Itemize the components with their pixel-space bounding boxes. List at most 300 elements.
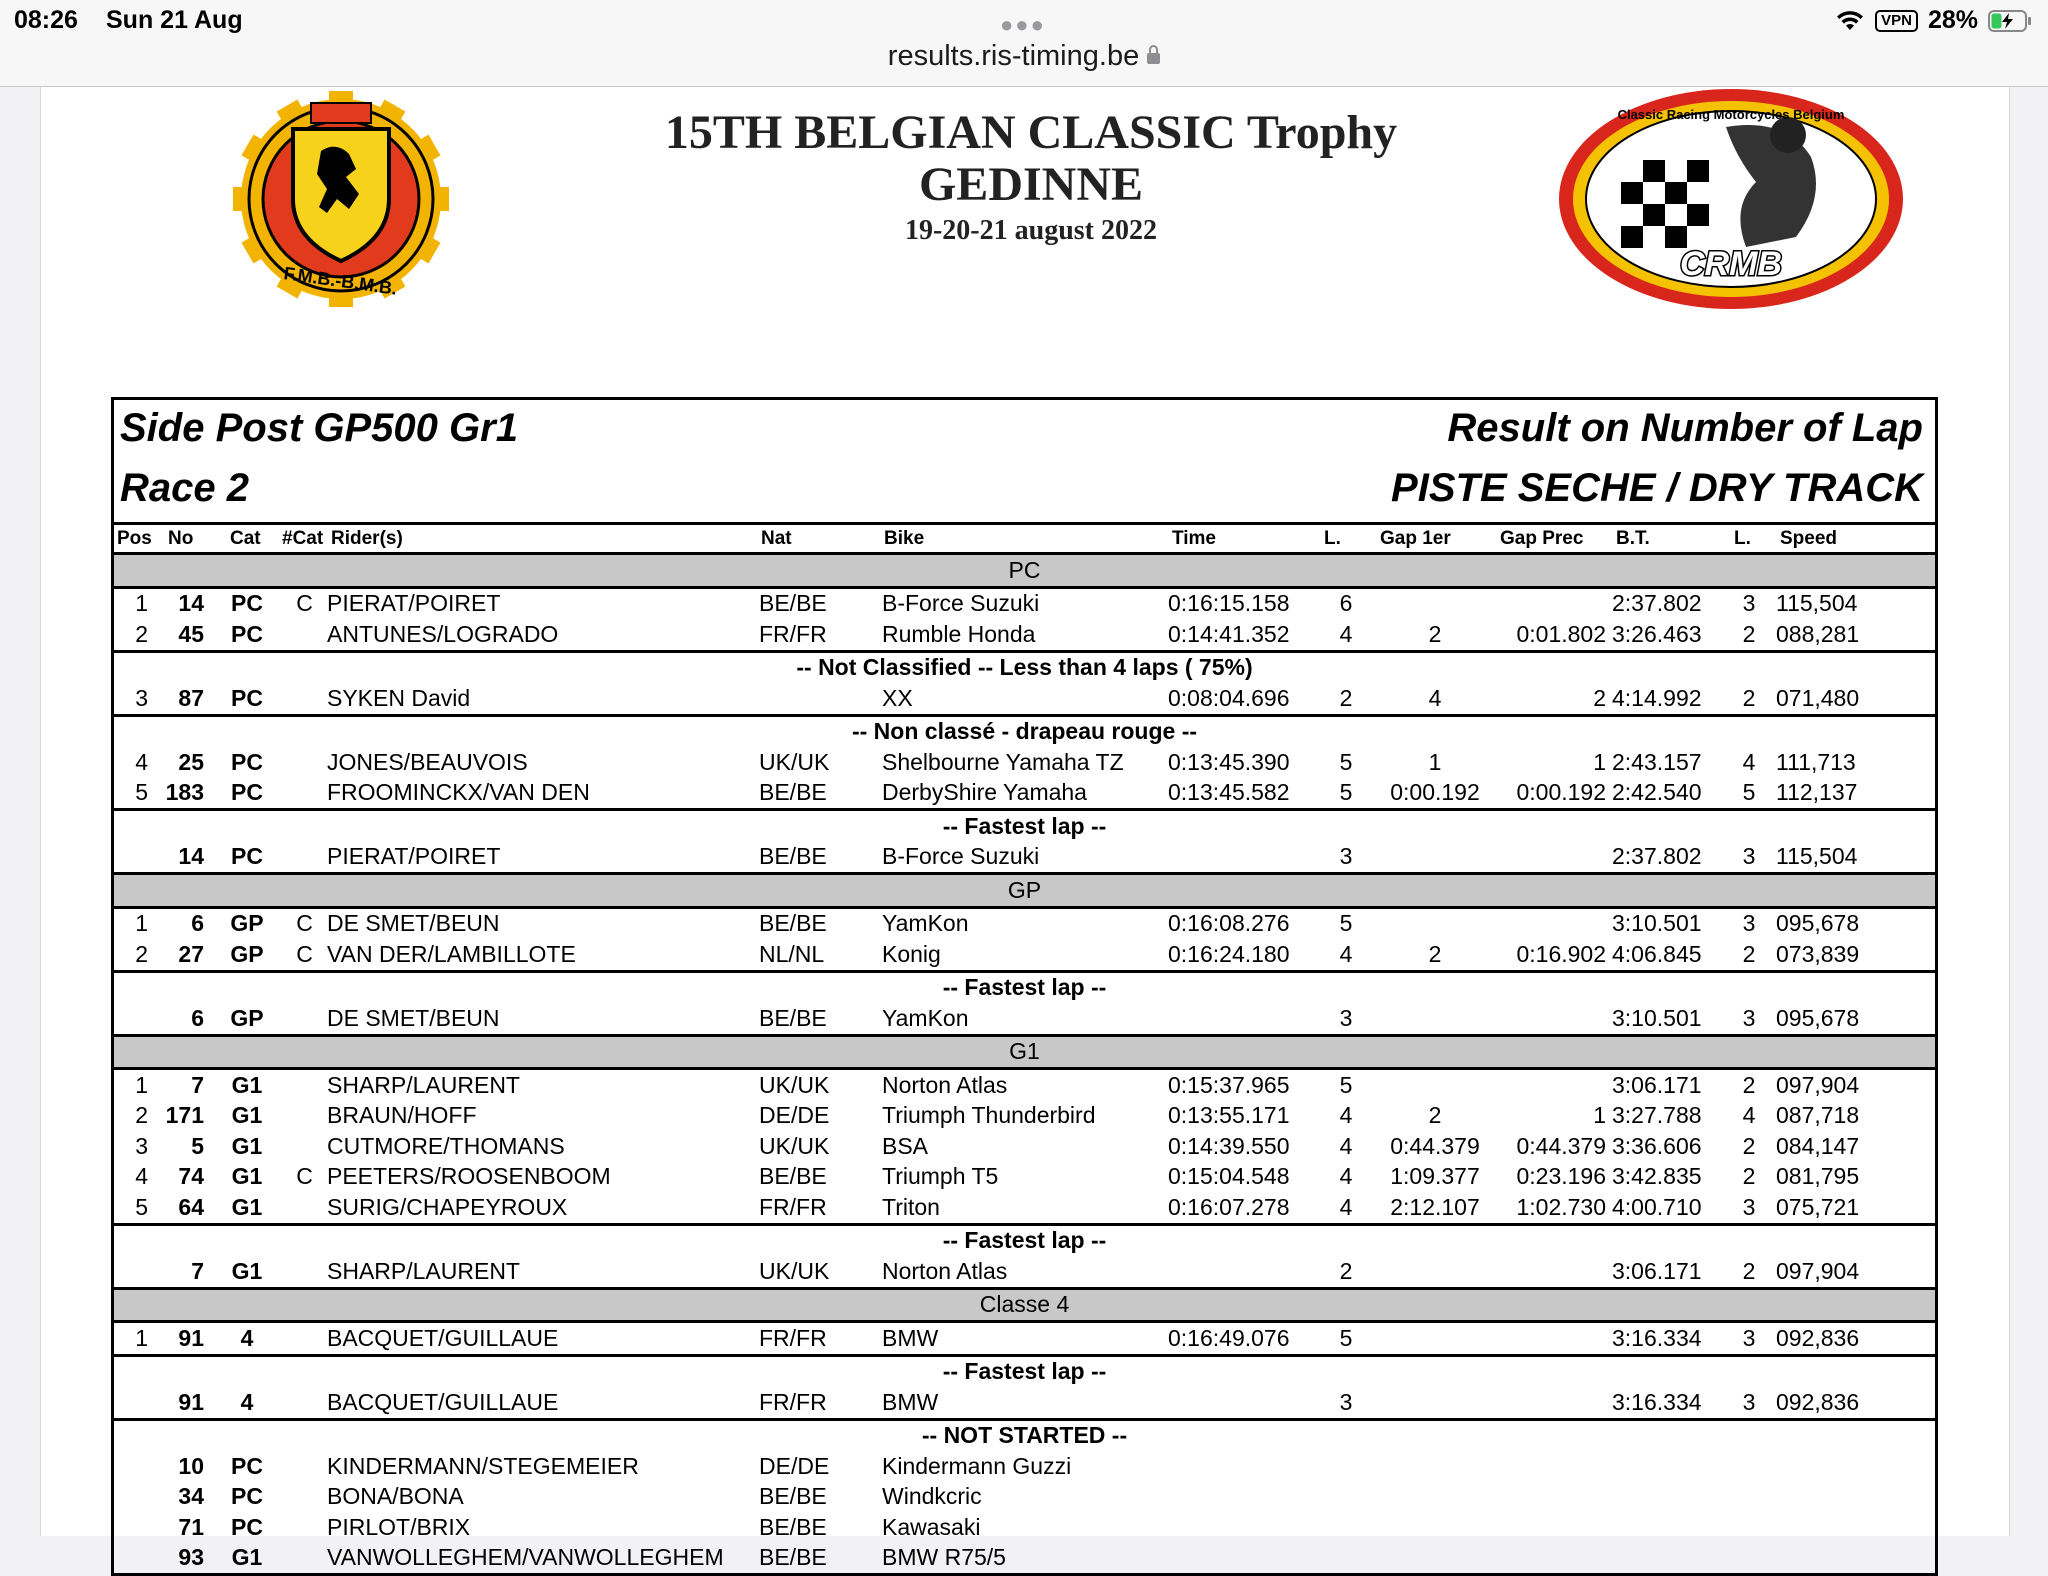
cell-best-time bbox=[1612, 1512, 1722, 1543]
cell-cat: GP bbox=[230, 940, 264, 967]
cell-bike: Shelbourne Yamaha TZ bbox=[882, 748, 1124, 775]
cell-speed: 087,718 bbox=[1776, 1102, 1860, 1129]
section-subheader bbox=[114, 1355, 1935, 1387]
cell-pos: 4 bbox=[135, 1163, 148, 1190]
cell-riders: FROOMINCKX/VAN DEN bbox=[327, 779, 590, 806]
cell-best-lap: 4 bbox=[1742, 748, 1756, 775]
cell-gap-first bbox=[1376, 1512, 1494, 1543]
cell-no: 64 bbox=[178, 1193, 204, 1220]
category-group-header bbox=[114, 1288, 1935, 1322]
cell-cat: G1 bbox=[231, 1102, 263, 1129]
cell-best-time: 4:14.992 bbox=[1612, 684, 1702, 711]
cell-best-time bbox=[1612, 1482, 1722, 1513]
result-row bbox=[114, 1387, 1935, 1419]
race-header bbox=[114, 400, 1935, 525]
cell-gap-prev bbox=[1494, 907, 1612, 939]
cell-riders: SHARP/LAURENT bbox=[327, 1257, 520, 1284]
cell-best-lap: 2 bbox=[1742, 1071, 1756, 1098]
result-row bbox=[114, 778, 1935, 810]
cell-pos: 4 bbox=[135, 748, 148, 775]
cell-speed bbox=[1776, 1512, 1935, 1543]
cell-riders: PIERAT/POIRET bbox=[327, 590, 501, 617]
cell-laps: 2 bbox=[1339, 1257, 1353, 1284]
cell-laps: 5 bbox=[1339, 1071, 1353, 1098]
cell-laps: 4 bbox=[1339, 1193, 1353, 1220]
cell-gap-prev bbox=[1494, 842, 1612, 874]
result-type: Result on Number of Lap bbox=[1447, 406, 1923, 450]
cell-best-time: 2:42.540 bbox=[1612, 779, 1702, 806]
category-label: G1 bbox=[114, 1035, 1935, 1069]
cell-pos: 1 bbox=[135, 1071, 148, 1098]
cell-bike: XX bbox=[882, 684, 913, 711]
cell-bike: B-Force Suzuki bbox=[882, 590, 1040, 617]
result-row bbox=[114, 1322, 1935, 1356]
cell-best-lap: 3 bbox=[1742, 590, 1756, 617]
cell-gap-first bbox=[1376, 1003, 1494, 1035]
cell-hashcat: C bbox=[296, 590, 313, 617]
cell-speed: 075,721 bbox=[1776, 1193, 1860, 1220]
cell-time: 0:16:07.278 bbox=[1168, 1193, 1290, 1220]
cell-bike: Konig bbox=[882, 940, 941, 967]
cell-cat: PC bbox=[231, 843, 263, 870]
cell-riders: SHARP/LAURENT bbox=[327, 1071, 520, 1098]
cell-gap-prev bbox=[1494, 1069, 1612, 1101]
class-name: Side Post GP500 Gr1 bbox=[120, 406, 518, 450]
cell-nat: UK/UK bbox=[759, 1132, 830, 1159]
cell-best-lap: 3 bbox=[1742, 910, 1756, 937]
cell-speed: 115,504 bbox=[1776, 590, 1858, 617]
cell-nat: DE/DE bbox=[759, 1452, 830, 1479]
cell-pos: 3 bbox=[135, 684, 148, 711]
cell-best-lap: 3 bbox=[1742, 1388, 1756, 1415]
cell-time: 0:08:04.696 bbox=[1168, 684, 1290, 711]
cell-best-lap bbox=[1722, 1543, 1776, 1574]
category-group-header bbox=[114, 874, 1935, 908]
cell-speed: 112,137 bbox=[1776, 779, 1858, 806]
cell-best-lap: 3 bbox=[1742, 1004, 1756, 1031]
cell-time: 0:15:37.965 bbox=[1168, 1071, 1290, 1098]
cell-best-lap: 2 bbox=[1742, 684, 1756, 711]
cell-bike: BMW R75/5 bbox=[882, 1544, 1006, 1571]
section-label: -- Non classé - drapeau rouge -- bbox=[114, 715, 1935, 747]
cell-best-time: 2:37.802 bbox=[1612, 590, 1702, 617]
cell-bike: Rumble Honda bbox=[882, 620, 1036, 647]
cell-bike: Triton bbox=[882, 1193, 940, 1220]
cell-riders: BONA/BONA bbox=[327, 1483, 464, 1510]
cell-nat: BE/BE bbox=[759, 910, 827, 937]
cell-bike: Norton Atlas bbox=[882, 1257, 1008, 1284]
cell-cat: 4 bbox=[240, 1388, 254, 1415]
cell-time bbox=[1168, 1003, 1316, 1035]
result-row bbox=[114, 1256, 1935, 1288]
cell-gap-prev bbox=[1494, 1543, 1612, 1574]
cell-best-time: 2:43.157 bbox=[1612, 748, 1702, 775]
cell-time bbox=[1168, 1451, 1316, 1482]
cell-pos: 3 bbox=[135, 1132, 148, 1159]
cell-laps: 5 bbox=[1339, 748, 1353, 775]
cell-cat: G1 bbox=[231, 1132, 263, 1159]
cell-nat bbox=[759, 683, 882, 715]
section-label: -- Fastest lap -- bbox=[114, 1355, 1935, 1387]
url-text[interactable]: results.ris-timing.be bbox=[887, 40, 1140, 72]
cell-cat: G1 bbox=[231, 1257, 263, 1284]
col-no: No bbox=[156, 525, 212, 554]
col-time: Time bbox=[1168, 525, 1316, 554]
cell-gap-first: 2 bbox=[1428, 1102, 1442, 1129]
cell-hashcat bbox=[282, 1451, 327, 1482]
cell-gap-first: 2:12.107 bbox=[1390, 1193, 1480, 1220]
section-label: -- Fastest lap -- bbox=[114, 1224, 1935, 1256]
cell-speed: 115,504 bbox=[1776, 843, 1858, 870]
cell-cat: PC bbox=[231, 684, 263, 711]
cell-speed: 084,147 bbox=[1776, 1132, 1860, 1159]
category-label: Classe 4 bbox=[114, 1288, 1935, 1322]
cell-gap-first bbox=[1376, 842, 1494, 874]
cell-no: 34 bbox=[178, 1483, 204, 1510]
event-title: 15TH BELGIAN CLASSIC Trophy bbox=[664, 106, 1398, 159]
logo-right-text: CRMB bbox=[1680, 245, 1782, 283]
lock-icon bbox=[1147, 53, 1160, 64]
cell-nat: UK/UK bbox=[759, 1257, 830, 1284]
cell-time: 0:16:24.180 bbox=[1168, 940, 1290, 967]
cell-no: 91 bbox=[178, 1388, 204, 1415]
cell-time: 0:14:41.352 bbox=[1168, 620, 1290, 647]
cell-gap-first bbox=[1376, 907, 1494, 939]
section-subheader bbox=[114, 971, 1935, 1003]
cell-best-time: 3:10.501 bbox=[1612, 1004, 1702, 1031]
cell-time: 0:13:45.582 bbox=[1168, 779, 1290, 806]
cell-best-time: 3:06.171 bbox=[1612, 1071, 1702, 1098]
result-row bbox=[114, 1451, 1935, 1482]
cell-laps: 3 bbox=[1339, 1004, 1353, 1031]
cell-time: 0:13:55.171 bbox=[1168, 1102, 1290, 1129]
cell-riders: KINDERMANN/STEGEMEIER bbox=[327, 1452, 639, 1479]
cell-bike: BSA bbox=[882, 1132, 929, 1159]
cell-laps: 3 bbox=[1339, 1388, 1353, 1415]
cell-no: 91 bbox=[178, 1324, 204, 1351]
cell-best-time: 3:16.334 bbox=[1612, 1324, 1702, 1351]
cell-bike: B-Force Suzuki bbox=[882, 843, 1040, 870]
cell-no: 14 bbox=[178, 843, 204, 870]
cell-riders: PIRLOT/BRIX bbox=[327, 1513, 471, 1540]
status-icons bbox=[1835, 6, 2032, 35]
cell-hashcat: C bbox=[296, 910, 313, 937]
cell-nat: BE/BE bbox=[759, 1544, 827, 1571]
status-bar bbox=[0, 0, 2048, 87]
cell-best-lap: 5 bbox=[1742, 779, 1756, 806]
cell-best-lap bbox=[1722, 1512, 1776, 1543]
cell-hashcat: C bbox=[296, 1163, 313, 1190]
cell-nat: NL/NL bbox=[759, 940, 825, 967]
col-cat: Cat bbox=[212, 525, 282, 554]
result-row bbox=[114, 1131, 1935, 1162]
cell-pos: 5 bbox=[135, 1193, 148, 1220]
cell-best-time bbox=[1612, 1451, 1722, 1482]
cell-bike: DerbyShire Yamaha bbox=[882, 779, 1087, 806]
cell-laps: 5 bbox=[1339, 779, 1353, 806]
cell-no: 27 bbox=[178, 940, 204, 967]
cell-gap-first: 1 bbox=[1428, 748, 1442, 775]
cell-laps: 5 bbox=[1339, 1324, 1353, 1351]
cell-bike: Norton Atlas bbox=[882, 1071, 1008, 1098]
cell-pos: 1 bbox=[135, 590, 148, 617]
cell-speed: 095,678 bbox=[1776, 910, 1860, 937]
cell-hashcat bbox=[282, 1512, 327, 1543]
col-speed: Speed bbox=[1776, 525, 1935, 554]
col-best-time: B.T. bbox=[1612, 525, 1722, 554]
cell-hashcat bbox=[282, 1069, 327, 1101]
cell-time: 0:16:08.276 bbox=[1168, 910, 1290, 937]
cell-time bbox=[1168, 842, 1316, 874]
cell-nat: BE/BE bbox=[759, 1004, 827, 1031]
cell-gap-prev bbox=[1494, 1482, 1612, 1513]
cell-cat: G1 bbox=[231, 1544, 263, 1571]
cell-time: 0:16:49.076 bbox=[1168, 1324, 1290, 1351]
col-gap-prev: Gap Prec bbox=[1494, 525, 1612, 554]
cell-laps: 3 bbox=[1339, 843, 1353, 870]
vpn-badge: VPN bbox=[1875, 10, 1918, 32]
cell-gap-first bbox=[1376, 1322, 1494, 1356]
cell-bike: BMW bbox=[882, 1388, 939, 1415]
result-row bbox=[114, 1543, 1935, 1574]
cell-cat: PC bbox=[231, 1513, 263, 1540]
cell-gap-prev: 0:44.379 bbox=[1516, 1132, 1606, 1159]
col-best-lap: L. bbox=[1722, 525, 1776, 554]
cell-bike: YamKon bbox=[882, 1004, 969, 1031]
result-row bbox=[114, 1192, 1935, 1224]
status-time: 08:26 bbox=[14, 6, 78, 34]
cell-pos bbox=[114, 1482, 156, 1513]
cell-gap-prev bbox=[1494, 1387, 1612, 1419]
cell-pos: 2 bbox=[135, 940, 148, 967]
cell-speed: 095,678 bbox=[1776, 1004, 1860, 1031]
cell-bike: YamKon bbox=[882, 910, 969, 937]
cell-best-lap: 2 bbox=[1742, 1257, 1756, 1284]
cell-laps bbox=[1316, 1512, 1376, 1543]
col-laps: L. bbox=[1316, 525, 1376, 554]
cell-hashcat bbox=[282, 1543, 327, 1574]
cell-best-time: 4:00.710 bbox=[1612, 1193, 1702, 1220]
cell-hashcat bbox=[282, 1003, 327, 1035]
track-condition: PISTE SECHE / DRY TRACK bbox=[1391, 466, 1923, 510]
cell-gap-first: 2 bbox=[1428, 620, 1442, 647]
cell-pos bbox=[114, 1543, 156, 1574]
cell-laps: 5 bbox=[1339, 910, 1353, 937]
cell-nat: FR/FR bbox=[759, 1193, 827, 1220]
col-gap-first: Gap 1er bbox=[1376, 525, 1494, 554]
col-nat: Nat bbox=[759, 525, 882, 554]
battery-percent: 28% bbox=[1927, 6, 1978, 34]
cell-hashcat bbox=[282, 747, 327, 778]
section-label: -- NOT STARTED -- bbox=[114, 1419, 1935, 1451]
cell-gap-prev: 0:16.902 bbox=[1516, 940, 1606, 967]
cell-laps bbox=[1316, 1451, 1376, 1482]
category-label: GP bbox=[114, 874, 1935, 908]
logo-right-arc-text: Classic Racing Motorcycles Belgium bbox=[1617, 107, 1845, 122]
cell-laps: 4 bbox=[1339, 620, 1353, 647]
cell-bike: Kindermann Guzzi bbox=[882, 1452, 1072, 1479]
cell-cat: PC bbox=[231, 779, 263, 806]
cell-hashcat bbox=[282, 1482, 327, 1513]
cell-no: 93 bbox=[178, 1544, 204, 1571]
result-row bbox=[114, 939, 1935, 971]
cell-best-time: 3:36.606 bbox=[1612, 1132, 1702, 1159]
cell-bike: Triumph Thunderbird bbox=[882, 1102, 1096, 1129]
cell-hashcat bbox=[282, 1192, 327, 1224]
cell-best-lap: 2 bbox=[1742, 940, 1756, 967]
cell-no: 14 bbox=[178, 590, 204, 617]
cell-gap-first bbox=[1376, 1387, 1494, 1419]
result-row bbox=[114, 907, 1935, 939]
cell-gap-first: 0:44.379 bbox=[1390, 1132, 1480, 1159]
cell-gap-prev bbox=[1494, 587, 1612, 619]
cell-best-lap: 4 bbox=[1742, 1102, 1756, 1129]
cell-cat: GP bbox=[230, 910, 264, 937]
cell-riders: DE SMET/BEUN bbox=[327, 1004, 500, 1031]
cell-cat: PC bbox=[231, 1483, 263, 1510]
cell-pos bbox=[114, 1512, 156, 1543]
cell-cat: G1 bbox=[231, 1193, 263, 1220]
cell-nat: FR/FR bbox=[759, 1324, 827, 1351]
cell-speed: 088,281 bbox=[1776, 620, 1860, 647]
cell-speed: 073,839 bbox=[1776, 940, 1860, 967]
cell-speed: 097,904 bbox=[1776, 1257, 1860, 1284]
cell-nat: BE/BE bbox=[759, 843, 827, 870]
section-subheader bbox=[114, 1224, 1935, 1256]
cell-nat: BE/BE bbox=[759, 1163, 827, 1190]
status-date: Sun 21 Aug bbox=[106, 6, 243, 34]
cell-nat: DE/DE bbox=[759, 1102, 830, 1129]
section-subheader bbox=[114, 810, 1935, 842]
cell-gap-first: 4 bbox=[1428, 684, 1442, 711]
cell-nat: BE/BE bbox=[759, 779, 827, 806]
cell-pos: 1 bbox=[135, 1324, 148, 1351]
cell-gap-first bbox=[1376, 1256, 1494, 1288]
category-group-header bbox=[114, 554, 1935, 588]
battery-charging-icon bbox=[1988, 10, 2032, 32]
result-row bbox=[114, 1482, 1935, 1513]
cell-riders: CUTMORE/THOMANS bbox=[327, 1132, 565, 1159]
cell-nat: BE/BE bbox=[759, 1513, 827, 1540]
cell-laps: 4 bbox=[1339, 1102, 1353, 1129]
cell-laps: 4 bbox=[1339, 1163, 1353, 1190]
cell-cat: GP bbox=[230, 1004, 264, 1031]
cell-hashcat bbox=[282, 1131, 327, 1162]
cell-gap-prev bbox=[1494, 1322, 1612, 1356]
category-group-header bbox=[114, 1035, 1935, 1069]
cell-hashcat bbox=[282, 619, 327, 651]
cell-no: 5 bbox=[191, 1132, 204, 1159]
cell-pos: 5 bbox=[135, 779, 148, 806]
cell-gap-first bbox=[1376, 1069, 1494, 1101]
address-bar[interactable] bbox=[0, 40, 2048, 73]
cell-pos: 2 bbox=[135, 620, 148, 647]
cell-riders: SYKEN David bbox=[327, 684, 471, 711]
cell-cat: 4 bbox=[240, 1324, 254, 1351]
cell-bike: BMW bbox=[882, 1324, 939, 1351]
col-riders: Rider(s) bbox=[327, 525, 759, 554]
cell-no: 45 bbox=[178, 620, 204, 647]
cell-gap-prev: 0:23.196 bbox=[1516, 1163, 1606, 1190]
event-venue: GEDINNE bbox=[918, 158, 1144, 211]
section-subheader bbox=[114, 715, 1935, 747]
cell-nat: BE/BE bbox=[759, 1483, 827, 1510]
cell-no: 71 bbox=[178, 1513, 204, 1540]
result-row bbox=[114, 683, 1935, 715]
section-subheader bbox=[114, 651, 1935, 683]
result-row bbox=[114, 1101, 1935, 1132]
cell-gap-prev: 2 bbox=[1593, 684, 1606, 711]
cell-nat: UK/UK bbox=[759, 1071, 830, 1098]
cell-laps: 6 bbox=[1339, 590, 1353, 617]
cell-time: 0:14:39.550 bbox=[1168, 1132, 1290, 1159]
cell-nat: FR/FR bbox=[759, 620, 827, 647]
cell-time bbox=[1168, 1256, 1316, 1288]
col-bike: Bike bbox=[882, 525, 1168, 554]
cell-no: 7 bbox=[191, 1257, 204, 1284]
cell-hashcat bbox=[282, 778, 327, 810]
more-dots-icon[interactable]: ●●● bbox=[1000, 12, 1046, 37]
cell-gap-prev bbox=[1494, 1512, 1612, 1543]
cell-pos bbox=[114, 1003, 156, 1035]
results-table bbox=[114, 525, 1935, 1573]
crmb-logo bbox=[1526, 87, 1936, 317]
cell-cat: G1 bbox=[231, 1071, 263, 1098]
cell-time bbox=[1168, 1512, 1316, 1543]
cell-pos bbox=[114, 1387, 156, 1419]
cell-speed: 081,795 bbox=[1776, 1163, 1860, 1190]
wifi-icon bbox=[1835, 10, 1865, 32]
cell-gap-first bbox=[1376, 1451, 1494, 1482]
cell-nat: BE/BE bbox=[759, 590, 827, 617]
cell-laps: 4 bbox=[1339, 1132, 1353, 1159]
result-row bbox=[114, 587, 1935, 619]
event-dates: 19-20-21 august 2022 bbox=[904, 215, 1157, 246]
cell-gap-first: 2 bbox=[1428, 940, 1442, 967]
cell-riders: JONES/BEAUVOIS bbox=[327, 748, 528, 775]
cell-pos bbox=[114, 1256, 156, 1288]
fmb-bmb-logo bbox=[201, 87, 481, 307]
cell-best-time: 2:37.802 bbox=[1612, 843, 1702, 870]
cell-hashcat bbox=[282, 1387, 327, 1419]
cell-hashcat: C bbox=[296, 940, 313, 967]
cell-cat: PC bbox=[231, 1452, 263, 1479]
cell-best-lap bbox=[1722, 1482, 1776, 1513]
cell-pos: 2 bbox=[135, 1102, 148, 1129]
cell-gap-prev: 1:02.730 bbox=[1516, 1193, 1606, 1220]
cell-best-time: 4:06.845 bbox=[1612, 940, 1702, 967]
cell-riders: PEETERS/ROOSENBOOM bbox=[327, 1163, 611, 1190]
cell-riders: PIERAT/POIRET bbox=[327, 843, 501, 870]
cell-pos: 1 bbox=[135, 910, 148, 937]
cell-cat: G1 bbox=[231, 1163, 263, 1190]
cell-bike: Kawasaki bbox=[882, 1513, 981, 1540]
cell-bike: Triumph T5 bbox=[882, 1163, 999, 1190]
cell-hashcat bbox=[282, 1101, 327, 1132]
cell-best-time: 3:06.171 bbox=[1612, 1257, 1702, 1284]
result-row bbox=[114, 619, 1935, 651]
cell-best-time: 3:16.334 bbox=[1612, 1388, 1702, 1415]
result-row bbox=[114, 842, 1935, 874]
cell-no: 74 bbox=[178, 1163, 204, 1190]
cell-gap-first: 1:09.377 bbox=[1390, 1163, 1480, 1190]
cell-nat: FR/FR bbox=[759, 1388, 827, 1415]
cell-pos bbox=[114, 842, 156, 874]
cell-speed: 071,480 bbox=[1776, 684, 1860, 711]
cell-no: 6 bbox=[191, 1004, 204, 1031]
result-row bbox=[114, 1003, 1935, 1035]
cell-hashcat bbox=[282, 1256, 327, 1288]
